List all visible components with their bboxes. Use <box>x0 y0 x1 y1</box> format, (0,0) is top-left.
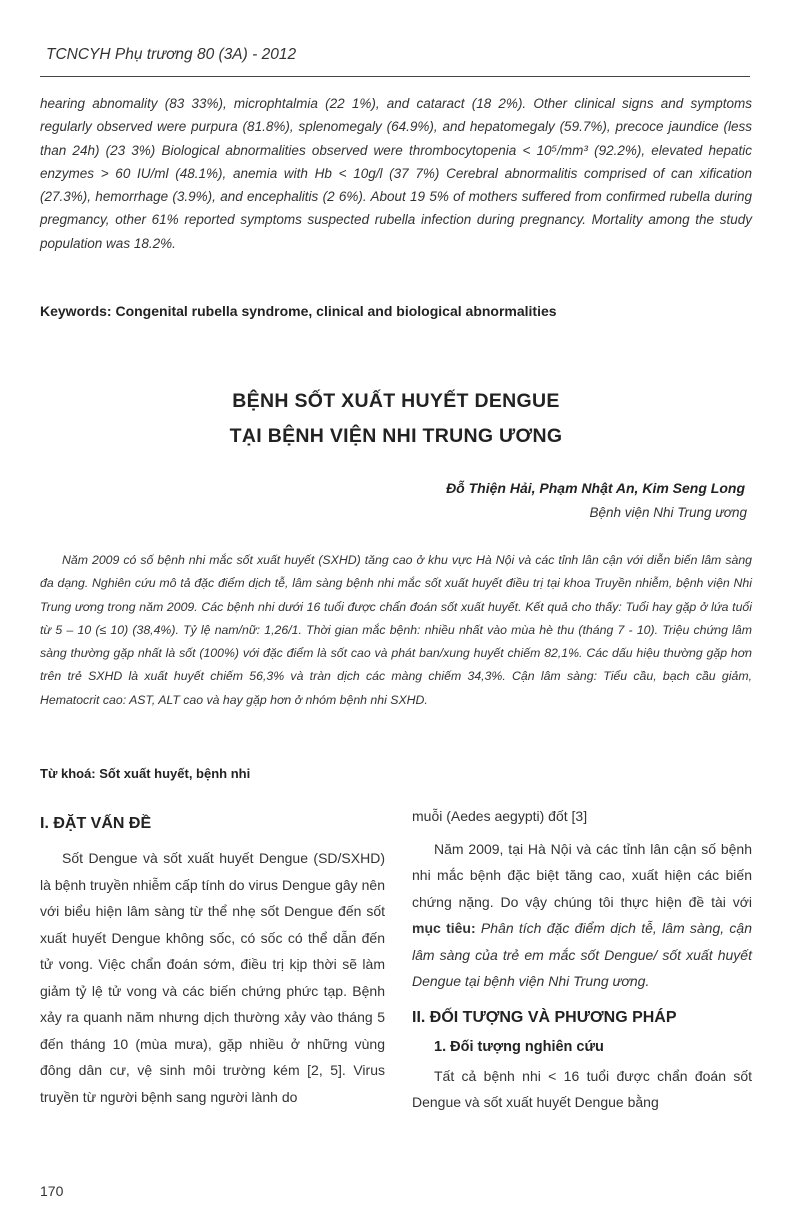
objective-label: mục tiêu: <box>412 920 476 936</box>
english-abstract: hearing abnomality (83 33%), microphtalmia (22 1%), and cataract (18 2%). Other clinical signs and symptoms regularly observed were purpura (81.8%), splenomegaly (64.9%), and hepatomegaly (59.7%), precoce jaundice (less than 24h) (23 3%) Biological abnormalities observed were thrombocytopenia < 10⁵/mm³ (92.2%), elevated hepatic enzymes > 60 IU/ml (48.1%), anemia with Hb < 10g/l (37 7%) Cerebral abnormalitis comprised of can xification (27.3%), hemorrhage (3.9%), and encephalitis (2 6%). About 19 5% of mothers suffered from confirmed rubella during pregmancy, other 61% reported symptoms suspected rubella infection during pregnancy. Mortality among the study population was 18.2%. <box>40 96 752 251</box>
article-title-line1: BỆNH SỐT XUẤT HUYẾT DENGUE <box>232 390 560 412</box>
section-heading-introduction: I. ĐẶT VẤN ĐỀ <box>40 815 152 832</box>
article-title <box>40 384 752 454</box>
objective-text: Phân tích đặc điểm dịch tễ, lâm sàng, cận lâm sàng của trẻ em mắc sốt Dengue/ sốt xuất huyết Dengue tại bệnh viện Nhi Trung ương. <box>412 920 752 989</box>
affiliation: Bệnh viện Nhi Trung ương <box>589 505 747 520</box>
running-header: TCNCYH Phụ trương 80 (3A) - 2012 <box>46 46 297 63</box>
objective-paragraph <box>412 836 752 995</box>
right-column <box>412 803 752 1116</box>
page-number: 170 <box>40 1183 64 1199</box>
introduction-paragraph: Sốt Dengue và sốt xuất huyết Dengue (SD/SXHD) là bệnh truyền nhiễm cấp tính do virus Dengue gây nên với biểu hiện lâm sàng từ thể nhẹ sốt Dengue đến sốt xuất huyết Dengue không sốc, có sốc có thể dẫn đến tử vong. Việc chẩn đoán sớm, điều trị kịp thời sẽ làm giảm tỷ lệ tử vong và các biến chứng phức tạp. Bệnh xảy ra quanh năm nhưng dịch thường xảy vào tháng 5 đến tháng 10 (mùa mưa), gặp nhiều ở những vùng đông dân cư, vệ sinh môi trường kém [2, 5]. Virus truyền từ người bệnh sang người lành do <box>40 850 385 1105</box>
vietnamese-keywords: Từ khoá: Sốt xuất huyết, bệnh nhi <box>40 766 251 781</box>
subjects-paragraph: Tất cả bệnh nhi < 16 tuổi được chẩn đoán sốt Dengue và sốt xuất huyết Dengue bằng <box>412 1067 752 1110</box>
objective-intro-text: Năm 2009, tại Hà Nội và các tỉnh lân cận số bệnh nhi mắc bệnh đặc biệt tăng cao, xuất hiện các biến chứng nặng. Do vậy chúng tôi thực hiện đề tài với <box>412 840 752 910</box>
subsection-heading-subjects: 1. Đối tượng nghiên cứu <box>434 1038 604 1055</box>
introduction-paragraph-continued: muỗi (Aedes aegypti) đốt [3] <box>412 808 588 824</box>
left-column <box>40 815 385 1110</box>
vietnamese-abstract: Năm 2009 có số bệnh nhi mắc sốt xuất huyết (SXHD) tăng cao ở khu vực Hà Nội và các tỉnh lân cận với diễn biến lâm sàng đa dạng. Nghiên cứu mô tả đặc điểm dịch tễ, lâm sàng bệnh nhi mắc sốt xuất huyết điều trị tại khoa Truyền nhiễm, bệnh viện Nhi Trung ương trong năm 2009. Các bệnh nhi dưới 16 tuổi được chẩn đoán sốt xuất huyết. Kết quả cho thấy: Tuổi hay gặp ở lứa tuổi từ 5 – 10 (≤ 10) (38,4%). Tỷ lệ nam/nữ: 1,26/1. Thời gian mắc bệnh: nhiều nhất vào mùa hè thu (tháng 7 - 10). Triệu chứng lâm sàng thường gặp nhất là sốt (100%) với đặc điểm là sốt cao và phát ban/xung huyết chiếm 82,1%. Các dấu hiệu thường gặp hơn trên trẻ SXHD là xuất huyết chiếm 56,3% và tràn dịch các màng chiếm 34,3%. Cận lâm sàng: Tiểu cầu, bạch cầu giảm, Hematocrit cao: AST, ALT cao và hay gặp hơn ở nhóm bệnh nhi SXHD. <box>40 553 752 707</box>
english-keywords: Keywords: Congenital rubella syndrome, clinical and biological abnormalities <box>40 303 557 319</box>
article-title-line2: TẠI BỆNH VIỆN NHI TRUNG ƯƠNG <box>229 425 563 447</box>
section-heading-methods: II. ĐỐI TƯỢNG VÀ PHƯƠNG PHÁP <box>412 1008 677 1026</box>
header-divider <box>40 76 750 77</box>
authors: Đỗ Thiện Hải, Phạm Nhật An, Kim Seng Long <box>446 480 745 496</box>
